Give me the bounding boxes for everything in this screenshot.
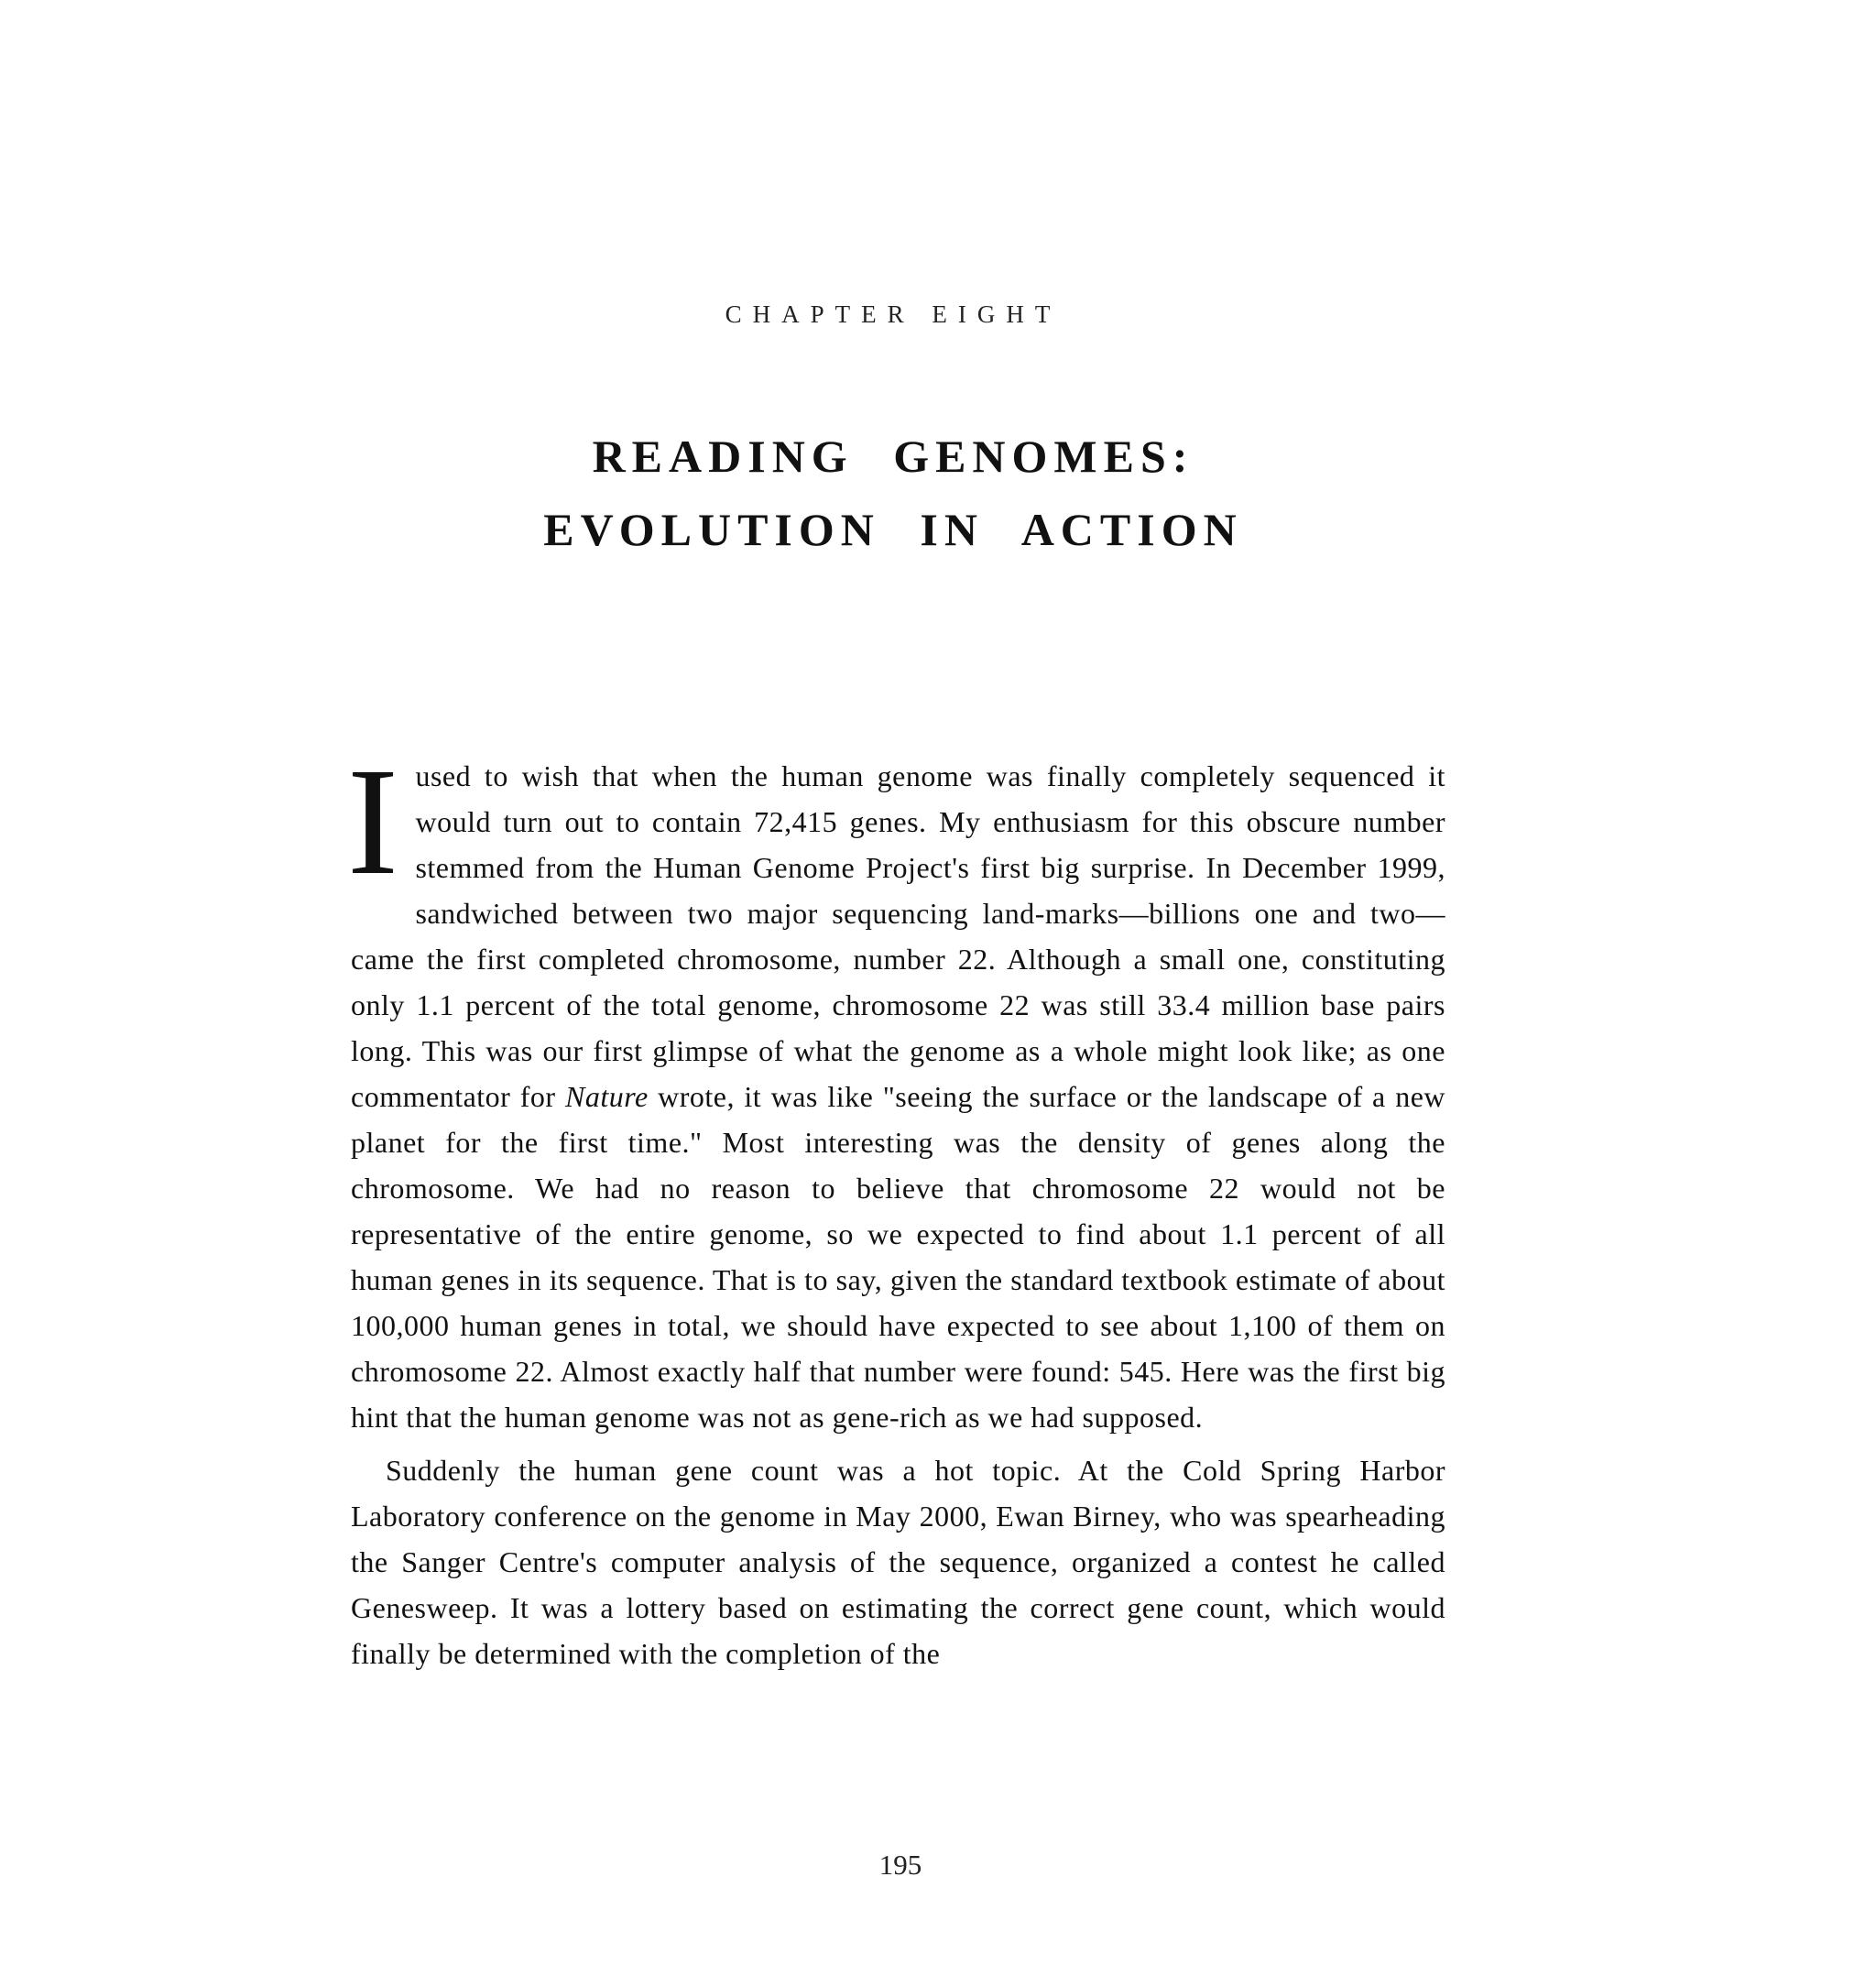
page-number: 195 xyxy=(878,1849,922,1881)
drop-cap: I xyxy=(347,737,399,907)
paragraph-1 xyxy=(347,737,1446,1440)
chapter-title xyxy=(0,420,1786,566)
paragraph-1-text-b: wrote, it was like "seeing the surface or the landscape of a new planet for the first time." Most interesting was the density of genes along the chromosome. We had no reason to believe that chromosome 22 would not be representative of the entire genome, so we expected to find about 1.1 percent of all human genes in its sequence. That is to say, given the standard textbook estimate of about 100,000 human genes in total, we should have expected to see about 1,100 of them on chromosome 22. Almost exactly half that number were found: 545. Here was the first big hint that the human genome was not as gene-rich as we had supposed. xyxy=(351,1080,1446,1434)
chapter-title-line-2: EVOLUTION IN ACTION xyxy=(543,504,1243,555)
body-text xyxy=(347,737,1446,1676)
chapter-label: CHAPTER EIGHT xyxy=(725,300,1062,328)
paragraph-2-text: Suddenly the human gene count was a hot topic. At the Cold Spring Harbor Laboratory conference on the genome in May 2000, Ewan Birney, who was spearheading the Sanger Centre's computer analysis of the sequence, organized a contest he called Genesweep. It was a lottery based on estimating the correct gene count, which would finally be determined with the completion of the xyxy=(351,1454,1445,1670)
chapter-title-line-1: READING GENOMES: xyxy=(592,431,1194,482)
italic-journal-name: Nature xyxy=(565,1080,649,1113)
paragraph-1-text-a: used to wish that when the human genome was finally completely sequenced it would turn out to contain 72,415 genes. My enthusiasm for this obscure number stemmed from the Human Genome Project's first big surprise. In December 1999, sandwiched between two major sequencing land-marks—billions one and two—came the first completed chromosome, number 22. Although a small one, constituting only 1.1 percent of the total genome, chromosome 22 was still 33.4 million base pairs long. This was our first glimpse of what the genome as a whole might look like; as one commentator for xyxy=(351,759,1445,1113)
paragraph-2 xyxy=(351,1447,1445,1676)
